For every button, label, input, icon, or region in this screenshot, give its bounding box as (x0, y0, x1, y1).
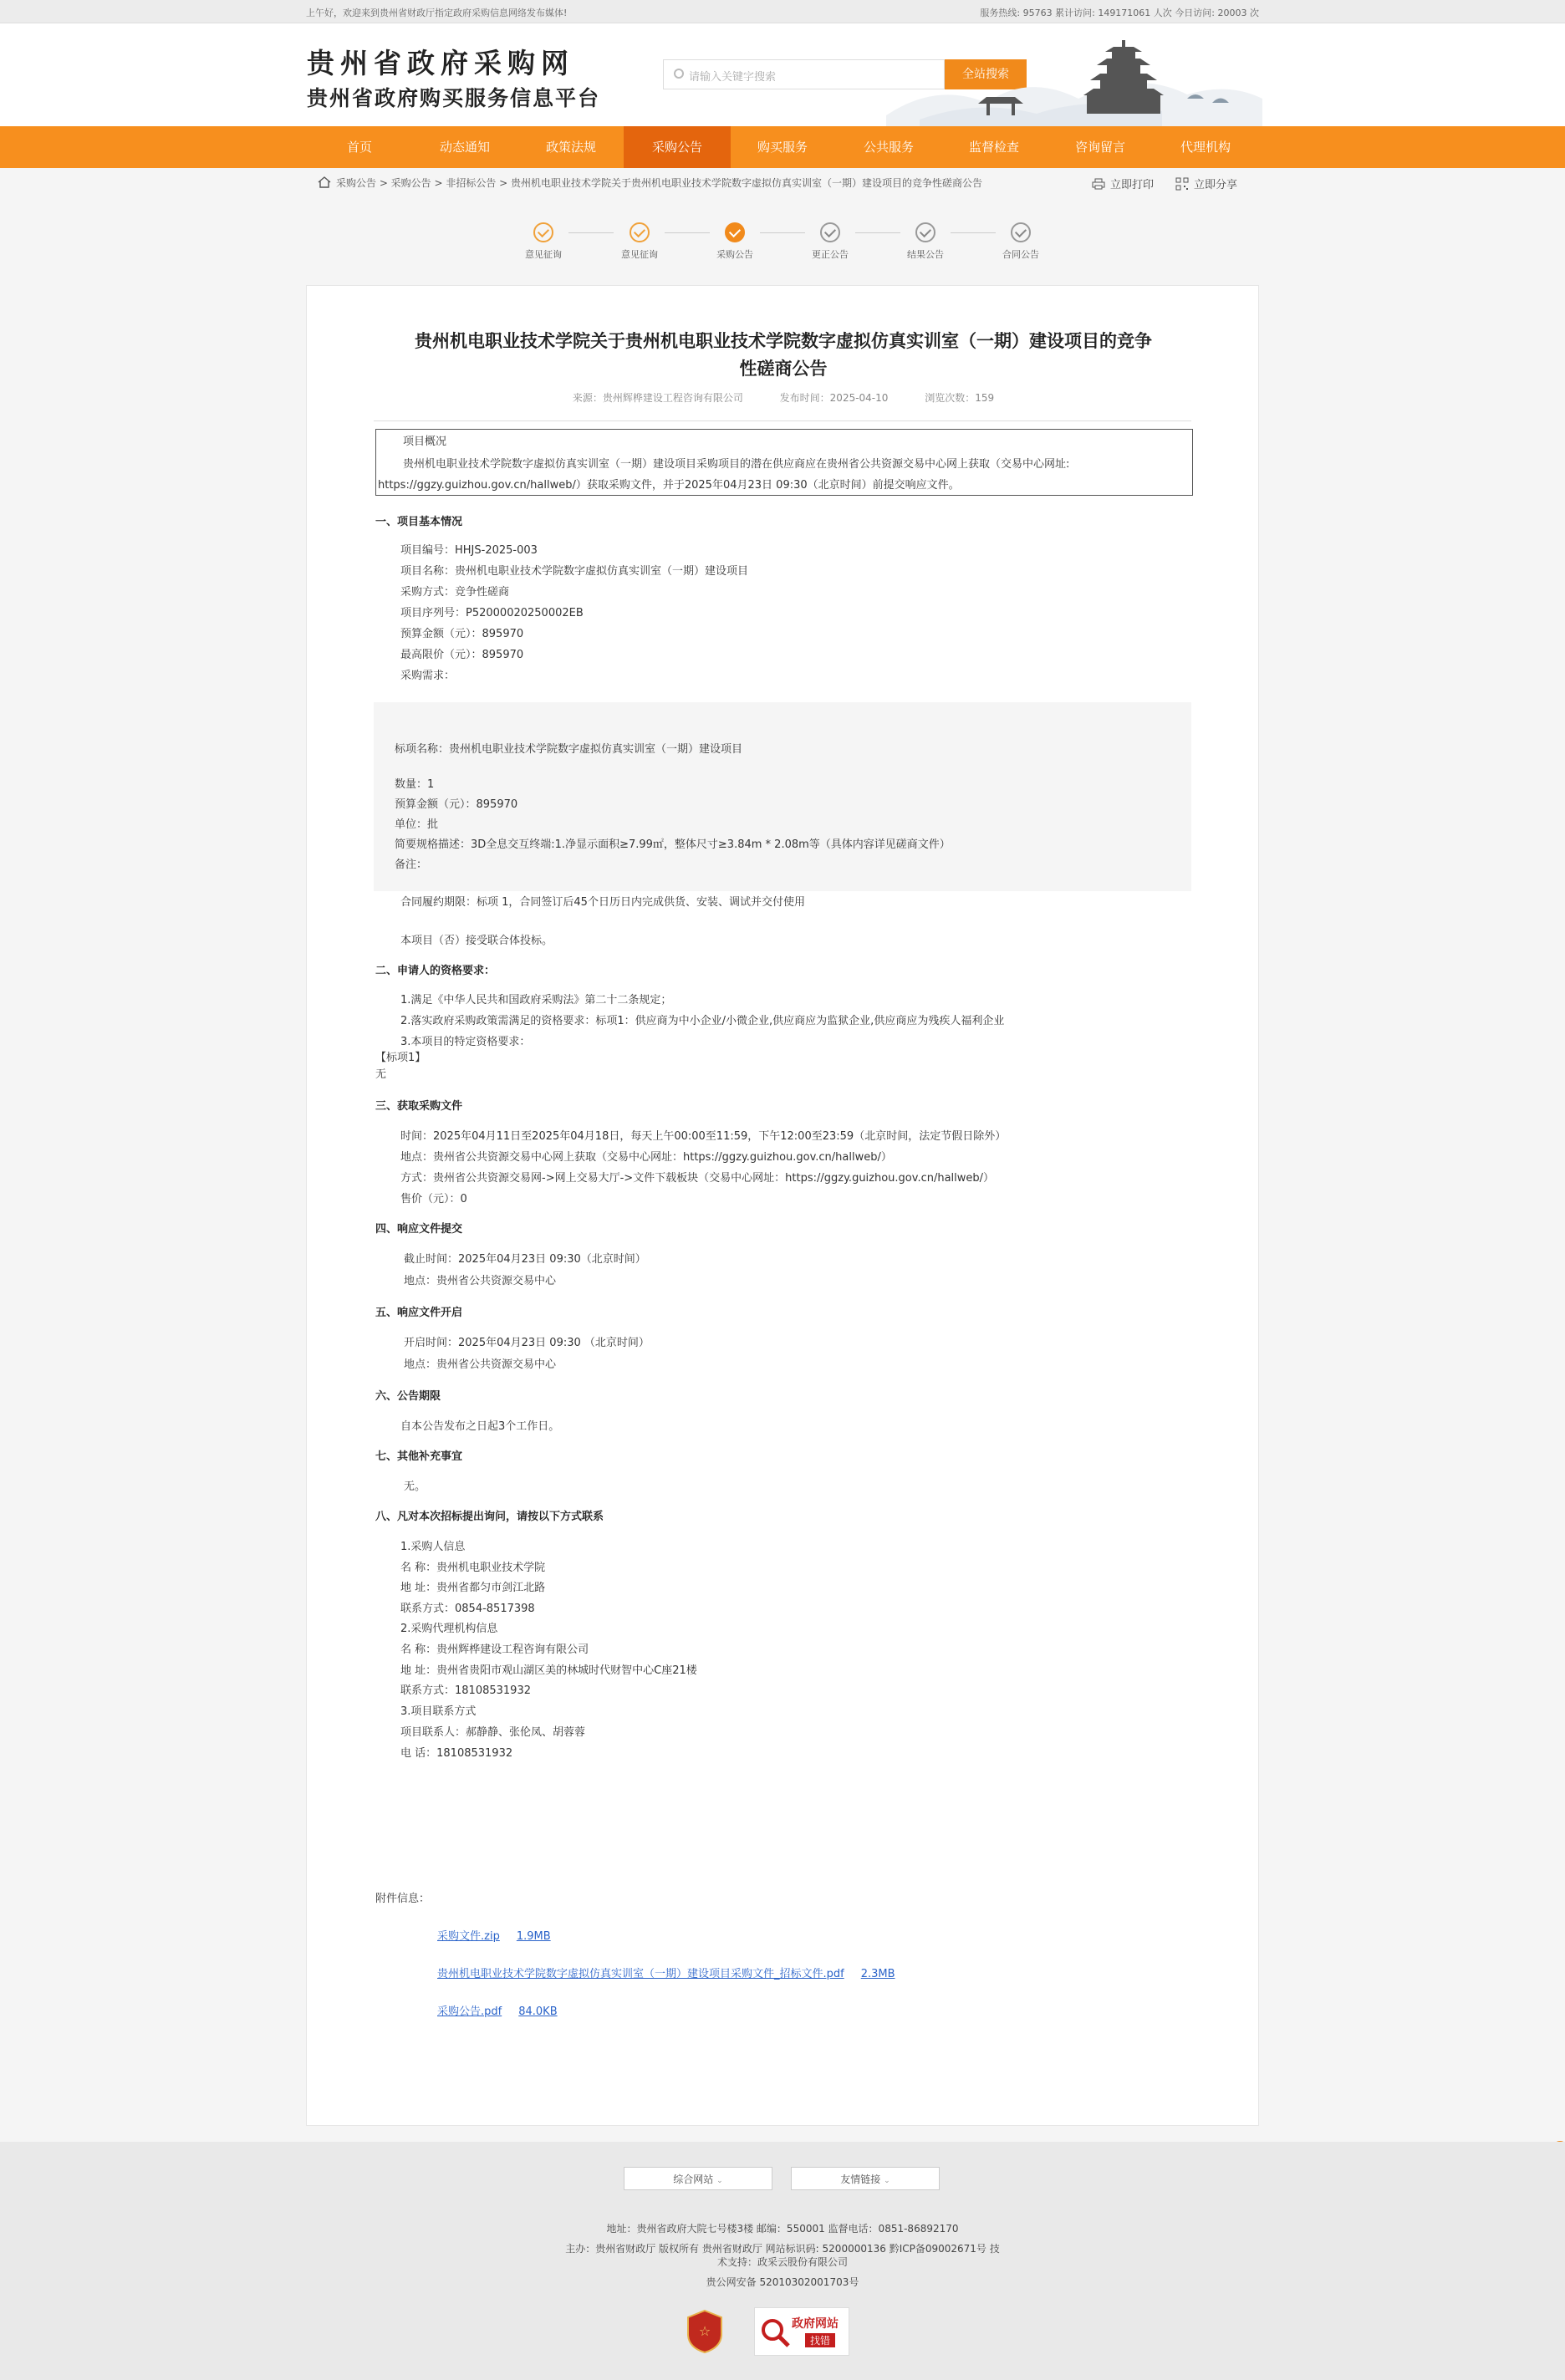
step-1[interactable] (510, 219, 577, 261)
nav-purchase-service[interactable]: 购买服务 (757, 140, 808, 155)
nav-agency[interactable]: 代理机构 (1180, 140, 1231, 155)
section-5-heading: 五、响应文件开启 (375, 1307, 463, 1319)
lot-unit: 单位：批 (395, 818, 439, 831)
badge-title: 政府网站 (792, 2317, 839, 2331)
contact-line: 名 称：贵州辉桦建设工程咨询有限公司 (400, 1644, 589, 1656)
process-steps (0, 219, 1565, 269)
step-label: 更正公告 (812, 249, 849, 260)
step-label: 结果公告 (907, 249, 944, 260)
section-8-heading: 八、凡对本次招标提出询问，请按以下方式联系 (375, 1511, 604, 1523)
dropdown-label: 综合网站 (673, 2174, 714, 2185)
breadcrumb (318, 176, 982, 190)
footer (0, 2142, 1565, 2380)
nav-consult[interactable]: 咨询留言 (1074, 140, 1125, 155)
contact-line: 电 话：18108531932 (400, 1747, 513, 1760)
section-1-heading: 一、项目基本情况 (375, 516, 463, 528)
project-number: 项目编号：HHJS-2025-003 (400, 544, 538, 557)
step-label: 合同公告 (1002, 249, 1039, 260)
chevron-down-icon: ⌄ (716, 2177, 723, 2185)
project-name: 项目名称：贵州机电职业技术学院数字虚拟仿真实训室（一期）建设项目 (400, 565, 749, 578)
footer-security: 贵公网安备 52010302001703号 (706, 2276, 859, 2288)
article-meta (307, 390, 1260, 405)
attachment-size: 2.3MB (860, 1968, 895, 1980)
section-4-heading: 四、响应文件提交 (375, 1223, 463, 1236)
opening-place: 地点：贵州省公共资源交易中心 (404, 1358, 557, 1371)
header (0, 23, 1565, 126)
overview-line-1: 贵州机电职业技术学院数字虚拟仿真实训室（一期）建设项目采购项目的潜在供应商应在贵州省公共资源交易中心网上获取（交易中心网址: (403, 458, 1070, 471)
attachments-label: 附件信息： (375, 1893, 431, 1905)
dropdown-label: 友情链接 (840, 2174, 881, 2185)
magnifier-icon (758, 2316, 792, 2349)
overview-box (375, 429, 1193, 496)
search-placeholder: 请输入关键字搜索 (689, 71, 777, 84)
attachment-name[interactable]: 贵州机电职业技术学院数字虚拟仿真实训室（一期）建设项目采购文件_招标文件.pdf (437, 1968, 844, 1980)
contact-line: 3.项目联系方式 (400, 1705, 477, 1718)
nav-news[interactable]: 动态通知 (439, 140, 490, 155)
site-search-button[interactable]: 全站搜索 (945, 59, 1027, 89)
article-views: 浏览次数：159 (925, 392, 995, 404)
lot-1-tag: 【标项1】 (375, 1052, 426, 1064)
attachment-size: 84.0KB (518, 2005, 558, 2018)
attachment-size: 1.9MB (516, 1930, 551, 1943)
search-icon (674, 69, 684, 79)
lot-spec: 简要规格描述：3D全息交互终端:1.净显示面积≥7.99㎡，整体尺寸≥3.84m * 2.08m等（具体内容详见磋商文件） (395, 838, 951, 851)
contract-period: 合同履约期限：标项 1，合同签订后45个日历日内完成供货、安装、调试并交付使用 (400, 896, 805, 909)
footer-host: 主办：贵州省财政厅 版权所有 贵州省财政厅 网站标识码: 5200000136 黔ICP备09002671号 技 (565, 2243, 1000, 2255)
attachment-link[interactable] (437, 2002, 558, 2018)
divider (374, 420, 1191, 421)
lot-1-requirement: 无 (375, 1068, 387, 1081)
nav-supervision[interactable]: 监督检查 (968, 140, 1019, 155)
procurement-needs: 采购需求： (400, 670, 456, 682)
lot-name: 标项名称：贵州机电职业技术学院数字虚拟仿真实训室（一期）建设项目 (395, 743, 743, 756)
check-icon (915, 222, 935, 242)
party-government-badge-icon[interactable] (686, 2309, 724, 2354)
attachment-name[interactable]: 采购文件.zip (437, 1930, 500, 1943)
article-card (306, 285, 1259, 2126)
nav-public-service[interactable]: 公共服务 (863, 140, 914, 155)
printer-icon (1092, 178, 1105, 190)
check-icon (725, 222, 745, 242)
submit-deadline: 截止时间：2025年04月23日 09:30（北京时间） (404, 1253, 646, 1266)
print-label: 立即打印 (1110, 179, 1155, 191)
project-serial: 项目序列号：P52000020250002EB (400, 607, 584, 619)
get-docs-place: 地点：贵州省公共资源交易中心网上获取（交易中心网址：https://ggzy.guizhou.gov.cn/hallweb/） (400, 1151, 892, 1164)
submit-place: 地点：贵州省公共资源交易中心 (404, 1275, 557, 1287)
nav-policy[interactable]: 政策法规 (545, 140, 596, 155)
lot-remark: 备注： (395, 859, 428, 871)
article-date: 发布时间：2025-04-10 (779, 392, 889, 404)
section-2-heading: 二、申请人的资格要求： (375, 965, 496, 977)
site-logo-subtitle[interactable]: 贵州省政府购买服务信息平台 (307, 86, 601, 110)
contact-line: 联系方式：18108531932 (400, 1684, 531, 1697)
nav-procurement-notice[interactable]: 采购公告 (624, 126, 731, 168)
attachment-name[interactable]: 采购公告.pdf (437, 2005, 502, 2018)
svg-text:☆: ☆ (698, 2323, 711, 2339)
contact-line: 1.采购人信息 (400, 1541, 466, 1553)
breadcrumb-text[interactable]: 采购公告 > 采购公告 > 非招标公告 > 贵州机电职业技术学院关于贵州机电职业技术学院数字虚拟仿真实训室（一期）建设项目的竞争性磋商公告 (336, 177, 983, 189)
share-button[interactable] (1175, 176, 1237, 191)
step-5[interactable] (892, 219, 959, 261)
chevron-down-icon: ⌄ (884, 2177, 890, 2185)
step-label: 意见征询 (621, 249, 658, 260)
site-stats: 服务热线: 95763 累计访问: 149171061 人次 今日访问: 20003 次 (980, 8, 1259, 18)
qrcode-icon (1175, 177, 1189, 191)
overview-line-2: https://ggzy.guizhou.gov.cn/hallweb/）获取采购文件，并于2025年04月23日 09:30（北京时间）前提交响应文件。 (378, 479, 960, 492)
get-docs-time: 时间：2025年04月11日至2025年04月18日，每天上午00:00至11:59，下午12:00至23:59（北京时间，法定节假日除外） (400, 1130, 1007, 1143)
contact-line: 地 址：贵州省都匀市剑江北路 (400, 1582, 546, 1594)
footer-support: 术支持：政采云股份有限公司 (716, 2256, 848, 2268)
friendly-links-dropdown[interactable] (791, 2167, 940, 2190)
greeting-text: 上午好，欢迎来到贵州省财政厅指定政府采购信息网络发布媒体! (306, 8, 568, 18)
print-button[interactable] (1092, 176, 1154, 191)
lot-budget: 预算金额（元）：895970 (395, 798, 518, 811)
contact-line: 地 址：贵州省贵阳市观山湖区美的林城时代财智中心C座21楼 (400, 1664, 697, 1677)
budget-amount: 预算金额（元）：895970 (400, 628, 524, 640)
attachment-link[interactable] (437, 1965, 895, 1980)
check-icon (1011, 222, 1031, 242)
article-title (374, 328, 1193, 383)
home-icon[interactable] (318, 176, 331, 188)
contact-line: 项目联系人：郝静静、张伦凤、胡蓉蓉 (400, 1726, 586, 1739)
nav-home[interactable]: 首页 (346, 140, 372, 155)
step-2[interactable] (606, 219, 673, 261)
overview-title: 项目概况 (403, 436, 447, 448)
notice-period: 自本公告发布之日起3个工作日。 (400, 1420, 560, 1433)
title-line-1: 贵州机电职业技术学院关于贵州机电职业技术学院数字虚拟仿真实训室（一期）建设项目的竞争 (415, 331, 1152, 351)
procurement-method: 采购方式：竞争性磋商 (400, 586, 510, 599)
gov-site-error-report-badge[interactable] (754, 2307, 849, 2356)
main-nav (0, 126, 1565, 168)
step-4[interactable] (797, 219, 864, 261)
qualification-1: 1.满足《中华人民共和国政府采购法》第二十二条规定； (400, 994, 672, 1007)
step-label: 采购公告 (716, 249, 753, 260)
check-icon (533, 222, 553, 242)
opening-time: 开启时间：2025年04月23日 09:30 （北京时间） (404, 1337, 650, 1349)
section-3-heading: 三、获取采购文件 (375, 1100, 463, 1113)
step-6[interactable] (987, 219, 1054, 261)
attachment-link[interactable] (437, 1927, 551, 1943)
consortium-note: 本项目（否）接受联合体投标。 (400, 935, 553, 947)
badge-subtitle: 找错 (805, 2333, 835, 2347)
lot-quantity: 数量：1 (395, 778, 435, 791)
step-3[interactable] (701, 219, 768, 261)
article-source: 来源：贵州辉桦建设工程咨询有限公司 (572, 392, 743, 404)
pagoda-illustration (886, 23, 1262, 126)
section-7-heading: 七、其他补充事宜 (375, 1450, 463, 1463)
qualification-2: 2.落实政府采购政策需满足的资格要求：标项1：供应商为中小企业/小微企业,供应商应为监狱企业,供应商应为残疾人福利企业 (400, 1015, 1005, 1027)
check-icon (820, 222, 840, 242)
section-6-heading: 六、公告期限 (375, 1390, 441, 1403)
share-label: 立即分享 (1194, 179, 1238, 191)
top-bar (0, 0, 1565, 23)
get-docs-method: 方式：贵州省公共资源交易网->网上交易大厅->文件下载板块（交易中心网址：https://ggzy.guizhou.gov.cn/hallweb/） (400, 1172, 995, 1185)
check-icon (630, 222, 650, 242)
step-label: 意见征询 (525, 249, 562, 260)
contact-line: 联系方式：0854-8517398 (400, 1603, 535, 1615)
comprehensive-sites-dropdown[interactable] (624, 2167, 772, 2190)
contact-line: 名 称：贵州机电职业技术学院 (400, 1562, 546, 1574)
get-docs-price: 售价（元）：0 (400, 1193, 467, 1205)
title-line-2: 性磋商公告 (739, 359, 828, 379)
site-logo-title[interactable]: 贵州省政府采购网 (307, 47, 574, 79)
footer-address: 地址：贵州省政府大院七号楼3楼 邮编：550001 监督电话：0851-86892170 (606, 2223, 959, 2235)
other-matters: 无。 (404, 1480, 426, 1493)
max-price: 最高限价（元）：895970 (400, 649, 524, 661)
contact-line: 2.采购代理机构信息 (400, 1623, 498, 1635)
qualification-3: 3.本项目的特定资格要求： (400, 1036, 531, 1048)
